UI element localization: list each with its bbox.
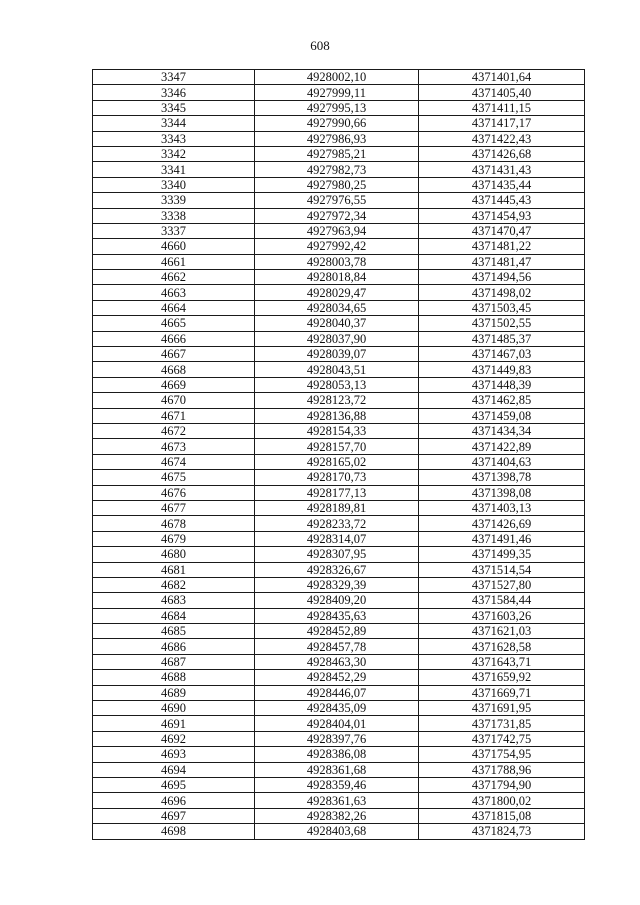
point-number-cell: 3341 [93, 162, 255, 177]
y-coordinate-cell: 4371454,93 [419, 208, 585, 223]
x-coordinate-cell: 4928409,20 [255, 593, 419, 608]
table-row [93, 824, 585, 839]
point-number-cell: 4698 [93, 824, 255, 839]
table-row [93, 270, 585, 285]
y-coordinate-cell: 4371434,34 [419, 423, 585, 438]
x-coordinate-cell: 4928123,72 [255, 393, 419, 408]
x-coordinate-cell: 4928452,29 [255, 670, 419, 685]
table-row [93, 347, 585, 362]
point-number-cell: 3344 [93, 116, 255, 131]
y-coordinate-cell: 4371405,40 [419, 85, 585, 100]
y-coordinate-cell: 4371403,13 [419, 500, 585, 515]
x-coordinate-cell: 4928457,78 [255, 639, 419, 654]
y-coordinate-cell: 4371411,15 [419, 100, 585, 115]
point-number-cell: 4697 [93, 808, 255, 823]
table-row [93, 485, 585, 500]
x-coordinate-cell: 4928037,90 [255, 331, 419, 346]
y-coordinate-cell: 4371470,47 [419, 223, 585, 238]
table-row [93, 331, 585, 346]
y-coordinate-cell: 4371502,55 [419, 316, 585, 331]
point-number-cell: 4672 [93, 423, 255, 438]
x-coordinate-cell: 4928403,68 [255, 824, 419, 839]
y-coordinate-cell: 4371628,58 [419, 639, 585, 654]
x-coordinate-cell: 4928307,95 [255, 547, 419, 562]
point-number-cell: 4696 [93, 793, 255, 808]
table-row [93, 208, 585, 223]
table-row [93, 593, 585, 608]
y-coordinate-cell: 4371449,83 [419, 362, 585, 377]
y-coordinate-cell: 4371742,75 [419, 731, 585, 746]
point-number-cell: 4694 [93, 762, 255, 777]
y-coordinate-cell: 4371800,02 [419, 793, 585, 808]
point-number-cell: 4670 [93, 393, 255, 408]
y-coordinate-cell: 4371491,46 [419, 531, 585, 546]
x-coordinate-cell: 4928382,26 [255, 808, 419, 823]
y-coordinate-cell: 4371691,95 [419, 701, 585, 716]
table-row [93, 408, 585, 423]
point-number-cell: 4673 [93, 439, 255, 454]
x-coordinate-cell: 4928177,13 [255, 485, 419, 500]
y-coordinate-cell: 4371503,45 [419, 300, 585, 315]
point-number-cell: 4693 [93, 747, 255, 762]
x-coordinate-cell: 4928154,33 [255, 423, 419, 438]
table-row [93, 239, 585, 254]
x-coordinate-cell: 4927972,34 [255, 208, 419, 223]
point-number-cell: 4692 [93, 731, 255, 746]
point-number-cell: 4690 [93, 701, 255, 716]
table-row [93, 516, 585, 531]
table-row [93, 531, 585, 546]
x-coordinate-cell: 4928329,39 [255, 577, 419, 592]
table-row [93, 131, 585, 146]
x-coordinate-cell: 4928386,08 [255, 747, 419, 762]
y-coordinate-cell: 4371422,43 [419, 131, 585, 146]
x-coordinate-cell: 4928018,84 [255, 270, 419, 285]
y-coordinate-cell: 4371603,26 [419, 608, 585, 623]
x-coordinate-cell: 4928189,81 [255, 500, 419, 515]
table-row [93, 70, 585, 85]
point-number-cell: 4666 [93, 331, 255, 346]
point-number-cell: 4663 [93, 285, 255, 300]
table-row [93, 454, 585, 469]
table-row [93, 377, 585, 392]
x-coordinate-cell: 4928446,07 [255, 685, 419, 700]
x-coordinate-cell: 4928397,76 [255, 731, 419, 746]
table-row [93, 85, 585, 100]
x-coordinate-cell: 4928040,37 [255, 316, 419, 331]
table-row [93, 762, 585, 777]
point-number-cell: 4668 [93, 362, 255, 377]
y-coordinate-cell: 4371481,22 [419, 239, 585, 254]
y-coordinate-cell: 4371788,96 [419, 762, 585, 777]
x-coordinate-cell: 4927982,73 [255, 162, 419, 177]
table-row [93, 193, 585, 208]
y-coordinate-cell: 4371754,95 [419, 747, 585, 762]
table-row [93, 654, 585, 669]
point-number-cell: 4660 [93, 239, 255, 254]
y-coordinate-cell: 4371462,85 [419, 393, 585, 408]
point-number-cell: 3340 [93, 177, 255, 192]
table-row [93, 624, 585, 639]
point-number-cell: 4679 [93, 531, 255, 546]
table-row [93, 701, 585, 716]
point-number-cell: 4695 [93, 777, 255, 792]
table-row [93, 146, 585, 161]
y-coordinate-cell: 4371417,17 [419, 116, 585, 131]
point-number-cell: 3343 [93, 131, 255, 146]
table-row [93, 670, 585, 685]
point-number-cell: 4687 [93, 654, 255, 669]
x-coordinate-cell: 4928029,47 [255, 285, 419, 300]
point-number-cell: 4676 [93, 485, 255, 500]
point-number-cell: 4685 [93, 624, 255, 639]
point-number-cell: 4683 [93, 593, 255, 608]
y-coordinate-cell: 4371731,85 [419, 716, 585, 731]
x-coordinate-cell: 4928003,78 [255, 254, 419, 269]
y-coordinate-cell: 4371422,89 [419, 439, 585, 454]
point-number-cell: 4680 [93, 547, 255, 562]
x-coordinate-cell: 4927999,11 [255, 85, 419, 100]
table-row [93, 116, 585, 131]
x-coordinate-cell: 4928359,46 [255, 777, 419, 792]
x-coordinate-cell: 4928435,63 [255, 608, 419, 623]
table-row [93, 254, 585, 269]
y-coordinate-cell: 4371584,44 [419, 593, 585, 608]
y-coordinate-cell: 4371485,37 [419, 331, 585, 346]
x-coordinate-cell: 4928170,73 [255, 470, 419, 485]
y-coordinate-cell: 4371527,80 [419, 577, 585, 592]
point-number-cell: 3346 [93, 85, 255, 100]
table-row [93, 362, 585, 377]
table-row [93, 500, 585, 515]
table-row [93, 608, 585, 623]
x-coordinate-cell: 4928452,89 [255, 624, 419, 639]
y-coordinate-cell: 4371431,43 [419, 162, 585, 177]
point-number-cell: 3342 [93, 146, 255, 161]
x-coordinate-cell: 4928326,67 [255, 562, 419, 577]
table-row [93, 639, 585, 654]
table-row [93, 731, 585, 746]
point-number-cell: 4681 [93, 562, 255, 577]
y-coordinate-cell: 4371445,43 [419, 193, 585, 208]
y-coordinate-cell: 4371659,92 [419, 670, 585, 685]
point-number-cell: 4688 [93, 670, 255, 685]
point-number-cell: 4667 [93, 347, 255, 362]
y-coordinate-cell: 4371398,08 [419, 485, 585, 500]
table-row [93, 747, 585, 762]
table-row [93, 562, 585, 577]
x-coordinate-cell: 4928157,70 [255, 439, 419, 454]
y-coordinate-cell: 4371499,35 [419, 547, 585, 562]
coordinates-table [92, 69, 585, 840]
point-number-cell: 4664 [93, 300, 255, 315]
table-row [93, 100, 585, 115]
x-coordinate-cell: 4928136,88 [255, 408, 419, 423]
table-row [93, 470, 585, 485]
y-coordinate-cell: 4371398,78 [419, 470, 585, 485]
x-coordinate-cell: 4928435,09 [255, 701, 419, 716]
x-coordinate-cell: 4928361,63 [255, 793, 419, 808]
point-number-cell: 3337 [93, 223, 255, 238]
y-coordinate-cell: 4371481,47 [419, 254, 585, 269]
x-coordinate-cell: 4928233,72 [255, 516, 419, 531]
table-row [93, 793, 585, 808]
y-coordinate-cell: 4371401,64 [419, 70, 585, 85]
x-coordinate-cell: 4928314,07 [255, 531, 419, 546]
table-row [93, 777, 585, 792]
x-coordinate-cell: 4928165,02 [255, 454, 419, 469]
x-coordinate-cell: 4928404,01 [255, 716, 419, 731]
x-coordinate-cell: 4927985,21 [255, 146, 419, 161]
table-row [93, 808, 585, 823]
point-number-cell: 4674 [93, 454, 255, 469]
coordinates-table-body [93, 70, 585, 840]
table-row [93, 162, 585, 177]
x-coordinate-cell: 4927976,55 [255, 193, 419, 208]
point-number-cell: 4689 [93, 685, 255, 700]
table-row [93, 716, 585, 731]
y-coordinate-cell: 4371494,56 [419, 270, 585, 285]
y-coordinate-cell: 4371824,73 [419, 824, 585, 839]
y-coordinate-cell: 4371426,68 [419, 146, 585, 161]
x-coordinate-cell: 4928002,10 [255, 70, 419, 85]
point-number-cell: 4671 [93, 408, 255, 423]
x-coordinate-cell: 4927995,13 [255, 100, 419, 115]
table-row [93, 439, 585, 454]
y-coordinate-cell: 4371459,08 [419, 408, 585, 423]
y-coordinate-cell: 4371669,71 [419, 685, 585, 700]
page-number: 608 [310, 38, 330, 53]
point-number-cell: 4677 [93, 500, 255, 515]
x-coordinate-cell: 4927990,66 [255, 116, 419, 131]
table-row [93, 577, 585, 592]
point-number-cell: 3338 [93, 208, 255, 223]
y-coordinate-cell: 4371643,71 [419, 654, 585, 669]
y-coordinate-cell: 4371435,44 [419, 177, 585, 192]
x-coordinate-cell: 4928034,65 [255, 300, 419, 315]
y-coordinate-cell: 4371621,03 [419, 624, 585, 639]
point-number-cell: 4675 [93, 470, 255, 485]
table-row [93, 316, 585, 331]
point-number-cell: 4669 [93, 377, 255, 392]
x-coordinate-cell: 4928043,51 [255, 362, 419, 377]
point-number-cell: 4684 [93, 608, 255, 623]
point-number-cell: 4661 [93, 254, 255, 269]
table-row [93, 547, 585, 562]
table-row [93, 423, 585, 438]
table-row [93, 223, 585, 238]
table-row [93, 285, 585, 300]
x-coordinate-cell: 4928039,07 [255, 347, 419, 362]
x-coordinate-cell: 4927963,94 [255, 223, 419, 238]
y-coordinate-cell: 4371498,02 [419, 285, 585, 300]
x-coordinate-cell: 4928053,13 [255, 377, 419, 392]
y-coordinate-cell: 4371794,90 [419, 777, 585, 792]
table-row [93, 300, 585, 315]
point-number-cell: 3347 [93, 70, 255, 85]
y-coordinate-cell: 4371467,03 [419, 347, 585, 362]
y-coordinate-cell: 4371815,08 [419, 808, 585, 823]
table-row [93, 685, 585, 700]
x-coordinate-cell: 4927980,25 [255, 177, 419, 192]
point-number-cell: 4691 [93, 716, 255, 731]
point-number-cell: 4662 [93, 270, 255, 285]
point-number-cell: 4686 [93, 639, 255, 654]
x-coordinate-cell: 4928463,30 [255, 654, 419, 669]
x-coordinate-cell: 4927992,42 [255, 239, 419, 254]
point-number-cell: 4682 [93, 577, 255, 592]
table-row [93, 393, 585, 408]
y-coordinate-cell: 4371404,63 [419, 454, 585, 469]
y-coordinate-cell: 4371448,39 [419, 377, 585, 392]
y-coordinate-cell: 4371514,54 [419, 562, 585, 577]
x-coordinate-cell: 4927986,93 [255, 131, 419, 146]
point-number-cell: 4678 [93, 516, 255, 531]
point-number-cell: 3345 [93, 100, 255, 115]
table-row [93, 177, 585, 192]
y-coordinate-cell: 4371426,69 [419, 516, 585, 531]
x-coordinate-cell: 4928361,68 [255, 762, 419, 777]
point-number-cell: 3339 [93, 193, 255, 208]
point-number-cell: 4665 [93, 316, 255, 331]
